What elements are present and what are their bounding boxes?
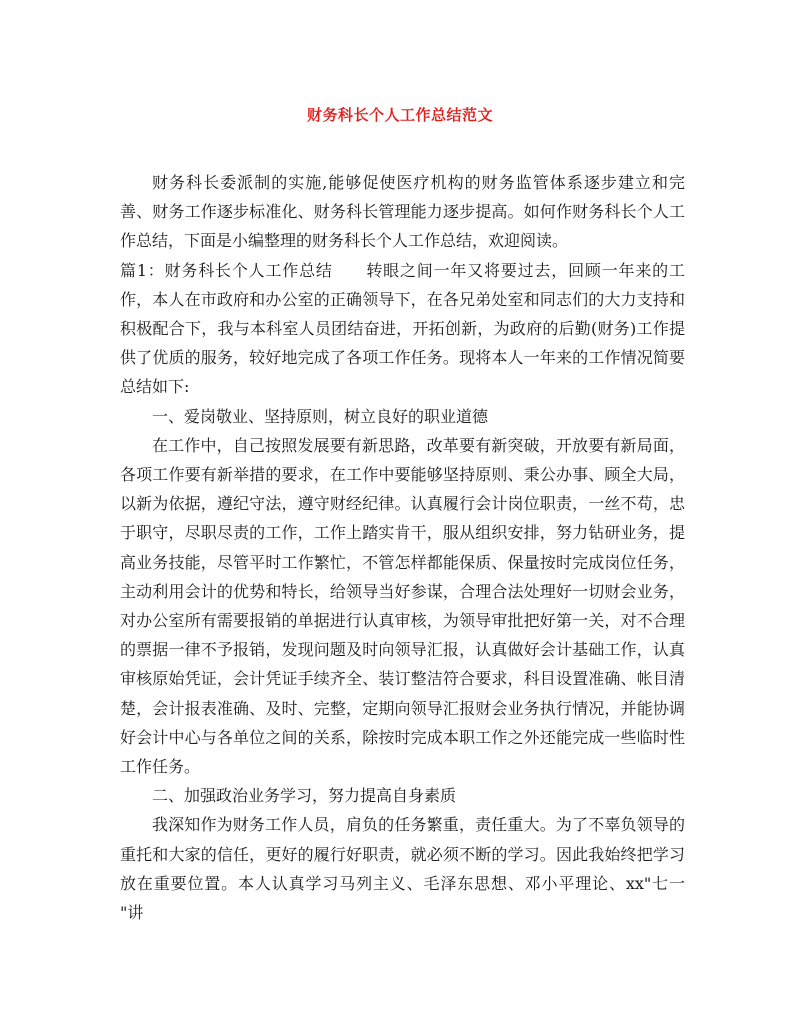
document-body: [120, 168, 685, 927]
section1-paragraph: 在工作中，自己按照发展要有新思路，改革要有新突破，开放要有新局面，各项工作要有新举措的要求，在工作中要能够坚持原则、秉公办事、顾全大局，以新为依据，遵纪守法，遵守财经纪律。认真履行会计岗位职责，一丝不苟，忠于职守，尽职尽责的工作，工作上踏实肯干，服从组织安排，努力钻研业务，提高业务技能，尽管平时工作繁忙，不管怎样都能保质、保量按时完成岗位任务，主动利用会计的优势和特长，给领导当好参谋，合理合法处理好一切财会业务，对办公室所有需要报销的单据进行认真审核，为领导审批把好第一关，对不合理的票据一律不予报销，发现问题及时向领导汇报，认真做好会计基础工作，认真审核原始凭证，会计凭证手续齐全、装订整洁符合要求，科目设置准确、帐目清楚，会计报表准确、及时、完整，定期向领导汇报财会业务执行情况，并能协调好会计中心与各单位之间的关系，除按时完成本职工作之外还能完成一些临时性工作任务。: [120, 435, 685, 777]
intro-paragraph: 财务科长委派制的实施,能够促使医疗机构的财务监管体系逐步建立和完善、财务工作逐步标准化、财务科长管理能力逐步提高。如何作财务科长个人工作总结，下面是小编整理的财务科长个人工作总结，欢迎阅读。: [120, 173, 685, 251]
document-title: 财务科长个人工作总结范文: [306, 106, 493, 124]
section1-heading: 一、爱岗敬业、坚持原则，树立良好的职业道德: [152, 406, 489, 426]
section2-paragraph: 我深知作为财务工作人员，肩负的任务繁重，责任重大。为了不辜负领导的重托和大家的信任，更好的履行好职责，就必须不断的学习。因此我始终把学习放在重要位置。本人认真学习马列主义、毛泽东思想、邓小平理论、xx"七一 "讲: [120, 815, 685, 923]
part1-paragraph: 篇1：财务科长个人工作总结 转眼之间一年又将要过去，回顾一年来的工作，本人在市政府和办公室的正确领导下，在各兄弟处室和同志们的大力支持和积极配合下，我与本科室人员团结奋进，开拓创新，为政府的后勤(财务)工作提供了优质的服务，较好地完成了各项工作任务。现将本人一年来的工作情况简要总结如下:: [120, 260, 685, 397]
section2-heading: 二、加强政治业务学习，努力提高自身素质: [152, 786, 457, 806]
